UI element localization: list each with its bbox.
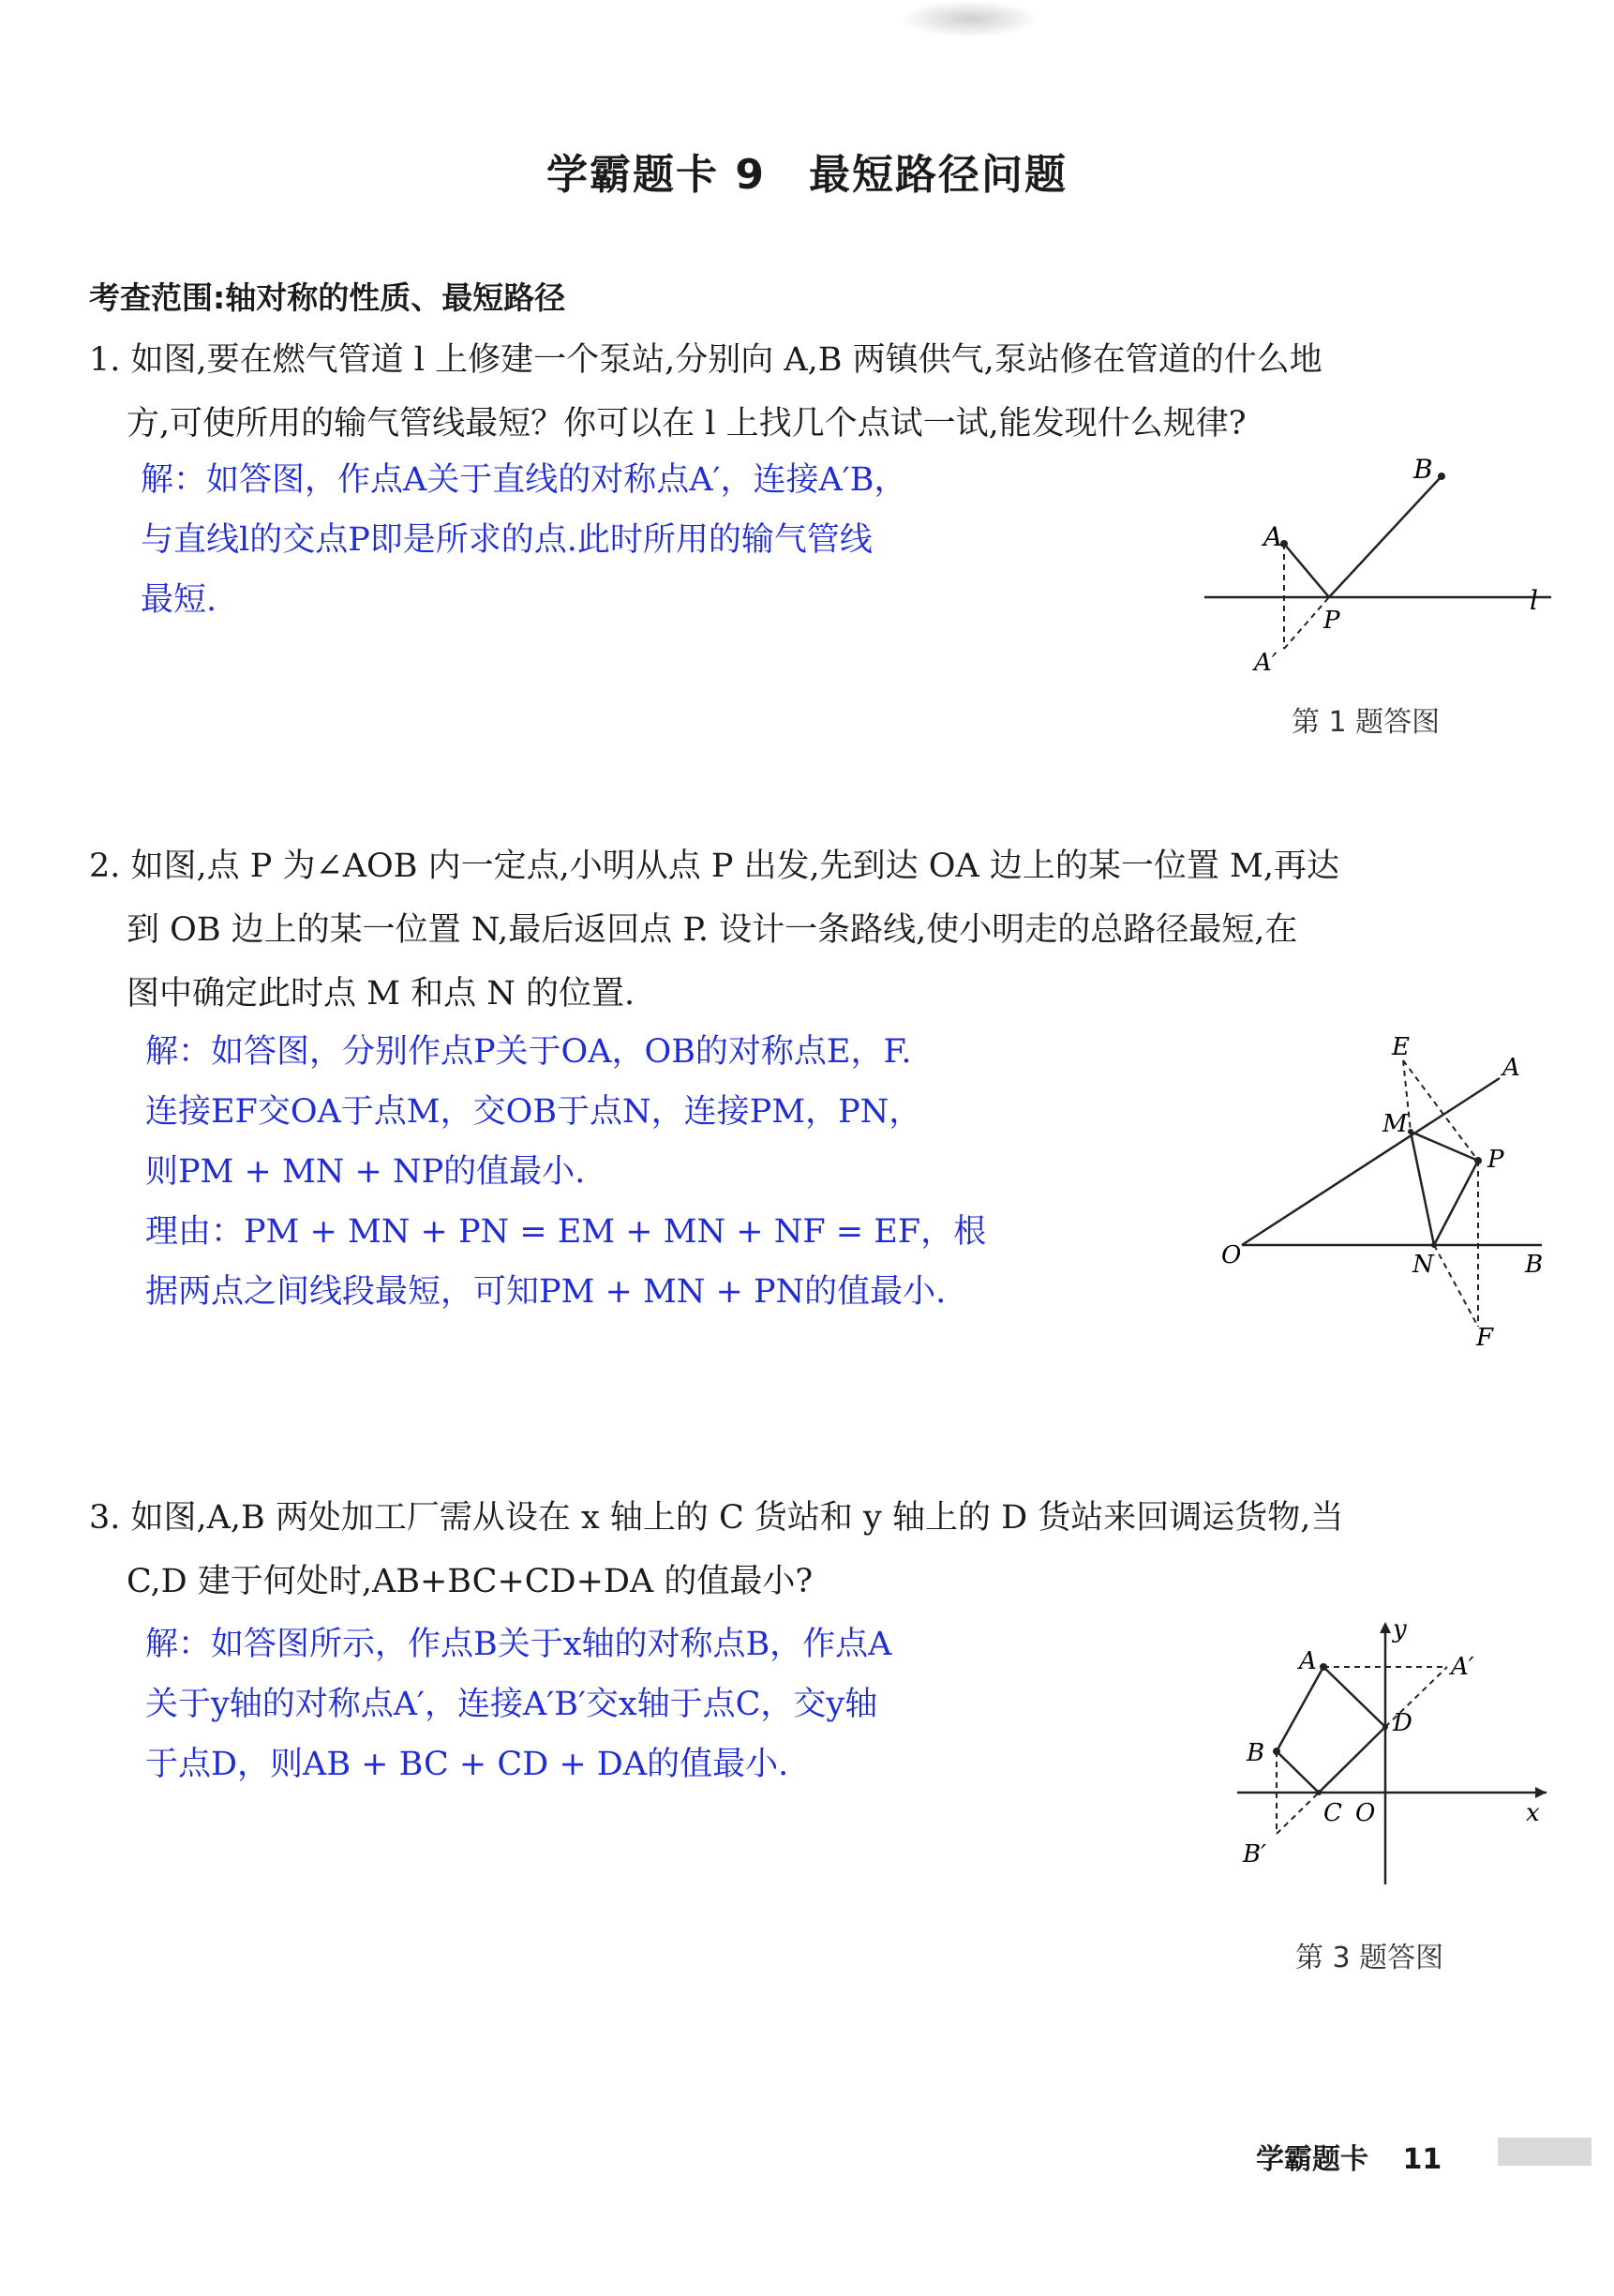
point-B	[1438, 473, 1445, 480]
label-A-prime: A′	[1254, 649, 1278, 677]
point-M	[1408, 1129, 1413, 1134]
label-E: E	[1392, 1033, 1410, 1061]
q2-answer-line2: 连接EF交OA于点M，交OB于点N，连接PM，PN，	[145, 1093, 922, 1131]
q3-answer-line1: 解：如答图所示，作点B关于x轴的对称点B，作点A	[145, 1626, 892, 1663]
label-B-prime: B′	[1243, 1840, 1267, 1868]
label-l: l	[1530, 585, 1538, 616]
q1-answer-line1: 解：如答图，作点A关于直线的对称点A′，连接A′B，	[141, 461, 907, 499]
point-N	[1431, 1242, 1437, 1248]
point-B	[1273, 1748, 1280, 1755]
point-P	[1474, 1157, 1482, 1164]
label-O: O	[1221, 1241, 1242, 1269]
q1-line2: 方,可使所用的输气管线最短？你可以在 l 上找几个点试一试,能发现什么规律?	[127, 405, 1247, 443]
q1-figure-caption: 第 1 题答图	[1292, 706, 1441, 739]
label-P: P	[1487, 1146, 1504, 1174]
q3-answer-line2: 关于y轴的对称点A′，连接A′B′交x轴于点C，交y轴	[145, 1686, 878, 1723]
label-y: y	[1393, 1615, 1407, 1643]
label-D: D	[1393, 1709, 1412, 1737]
q2-figure	[1204, 1027, 1561, 1364]
q3-line1: 3. 如图,A,B 两处加工厂需从设在 x 轴上的 C 货站和 y 轴上的 D 货站来回调运货物,当	[89, 1499, 1344, 1537]
q2-answer-line5: 据两点之间线段最短，可知PM + MN + PN的值最小.	[145, 1273, 947, 1311]
q2-answer-line4: 理由：PM + MN + PN = EM + MN + NF = EF，根	[145, 1213, 987, 1251]
point-D	[1382, 1724, 1388, 1730]
segment-A2P	[1284, 597, 1329, 649]
page-footer	[1256, 2136, 1442, 2177]
scan-artifact	[900, 0, 1040, 38]
label-A: A	[1502, 1054, 1520, 1082]
q2-line2: 到 OB 边上的某一位置 N,最后返回点 P. 设计一条路线,使小明走的总路径最短,在	[127, 911, 1298, 949]
y-axis-arrow	[1380, 1622, 1391, 1633]
segment-NP	[1434, 1161, 1478, 1245]
q1-answer-line3: 最短.	[141, 581, 217, 619]
segment-NF	[1434, 1245, 1478, 1327]
label-N: N	[1412, 1251, 1434, 1279]
label-A: A	[1299, 1647, 1317, 1675]
q3-line2: C,D 建于何处时,AB+BC+CD+DA 的值最小?	[127, 1563, 814, 1600]
label-M: M	[1382, 1110, 1408, 1138]
page-number: 11	[1402, 2143, 1442, 2176]
segment-AB	[1277, 1667, 1323, 1751]
label-P: P	[1323, 607, 1340, 635]
footer-bar	[1498, 2138, 1592, 2166]
x-axis-arrow	[1535, 1787, 1547, 1798]
label-B: B	[1413, 454, 1433, 485]
label-A-prime: A′	[1451, 1653, 1474, 1681]
point-A	[1320, 1663, 1327, 1671]
q2-line1: 2. 如图,点 P 为∠AOB 内一定点,小明从点 P 出发,先到达 OA 边上的某一位置 M,再达	[89, 848, 1339, 885]
segment-MN	[1411, 1132, 1434, 1245]
segment-DA	[1323, 1667, 1385, 1727]
scope-line: 考查范围:轴对称的性质、最短路径	[89, 279, 566, 316]
label-B: B	[1247, 1739, 1265, 1767]
q3-answer-line3: 于点D，则AB + BC + CD + DA的值最小.	[145, 1746, 789, 1783]
segment-B2C	[1277, 1793, 1319, 1834]
q2-answer-line1: 解：如答图，分别作点P关于OA，OB的对称点E，F.	[145, 1033, 912, 1071]
q3-figure	[1218, 1613, 1565, 1894]
segment-PB	[1329, 476, 1442, 597]
label-F: F	[1476, 1324, 1494, 1352]
label-B: B	[1525, 1251, 1544, 1279]
segment-BC	[1277, 1751, 1319, 1793]
q2-answer-line3: 则PM + MN + NP的值最小.	[145, 1153, 586, 1191]
segment-CD	[1319, 1727, 1385, 1793]
q2-line3: 图中确定此时点 M 和点 N 的位置.	[127, 975, 635, 1013]
q1-line1: 1. 如图,要在燃气管道 l 上修建一个泵站,分别向 A,B 两镇供气,泵站修在管道的什么地	[89, 341, 1323, 379]
segment-AP	[1284, 544, 1329, 597]
q3-figure-caption: 第 3 题答图	[1295, 1942, 1444, 1974]
footer-label: 学霸题卡	[1256, 2143, 1368, 2176]
label-A: A	[1263, 521, 1283, 552]
label-C: C	[1323, 1799, 1342, 1827]
q1-figure	[1190, 450, 1565, 703]
label-O: O	[1355, 1799, 1376, 1827]
label-x: x	[1526, 1799, 1540, 1827]
point-C	[1316, 1790, 1322, 1795]
q1-answer-line2: 与直线l的交点P即是所求的点.此时所用的输气管线	[141, 521, 873, 559]
page-title: 学霸题卡 9 最短路径问题	[546, 151, 1068, 199]
ray-OA	[1242, 1078, 1500, 1245]
